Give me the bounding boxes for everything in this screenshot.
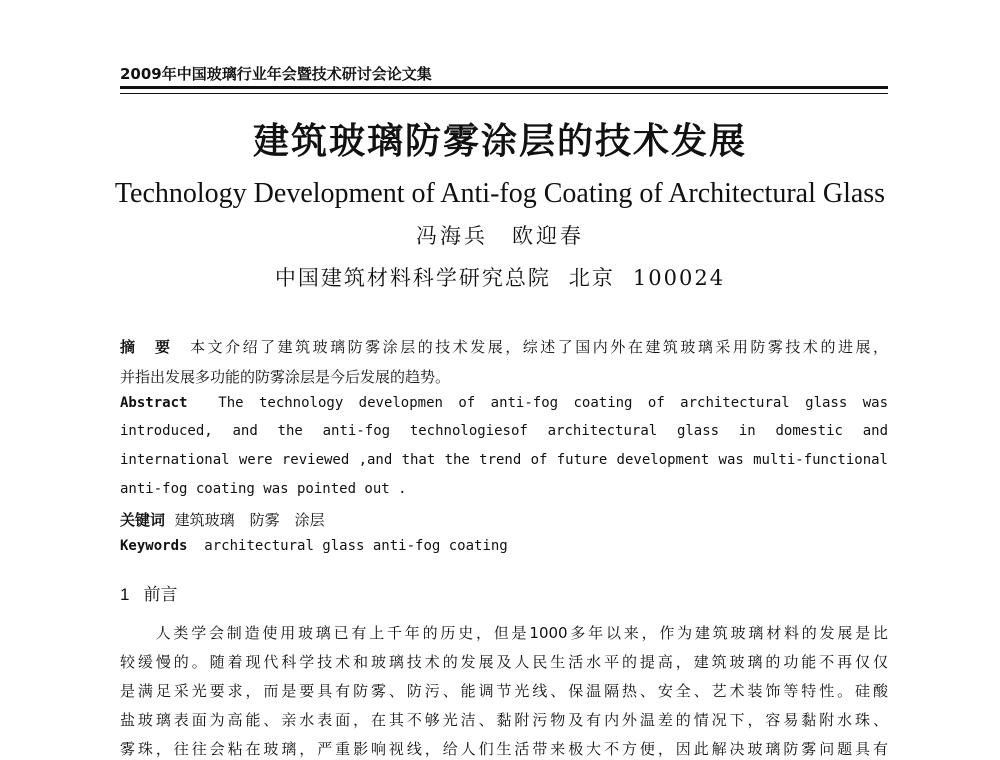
abstract-en-line — [120, 395, 888, 411]
affiliation — [0, 262, 1000, 292]
body-line: 是满足采光要求，而是要具有防雾、防污、能调节光线、保温隔热、安全、艺术装饰等特性。硅酸 — [120, 682, 888, 700]
keywords-cn-line — [120, 509, 325, 530]
body-line: 人类学会制造使用玻璃已有上千年的历史，但是1000多年以来，作为建筑玻璃材料的发展是比 — [120, 624, 888, 642]
section-title: 前言 — [143, 585, 178, 605]
abstract-cn-line: 并指出发展多功能的防雾涂层是今后发展的趋势。 — [120, 368, 451, 386]
abstract-en-line: anti-fog coating was pointed out . — [120, 481, 407, 497]
affiliation-org: 中国建筑材料科学研究总院 — [274, 266, 551, 290]
abstract-cn-line — [120, 336, 888, 357]
running-head: 2009年中国玻璃行业年会暨技术研讨会论文集 — [120, 65, 432, 83]
abstract-en-line: international were reviewed ,and that the trend of future development was multi-functional — [120, 452, 888, 468]
keywords-cn-label: 关键词 — [120, 511, 166, 529]
body-line: 较缓慢的。随着现代科学技术和玻璃技术的发展及人民生活水平的提高，建筑玻璃的功能不再仅仅 — [120, 653, 888, 671]
paper-title-cn: 建筑玻璃防雾涂层的技术发展 — [252, 121, 747, 162]
keywords-en-label: Keywords — [120, 538, 188, 554]
header-rule-thin — [120, 93, 888, 94]
keywords-en-items: architectural glass anti-fog coating — [204, 538, 508, 554]
abstract-en-line: introduced, and the anti-fog technologiesof architectural glass in domestic and — [120, 423, 888, 439]
abstract-cn-label: 摘 要 — [120, 338, 173, 356]
header-rule-thick — [120, 86, 888, 89]
paper-title-en: Technology Development of Anti-fog Coating of Architectural Glass — [114, 178, 886, 209]
affiliation-postcode: 100024 — [632, 266, 726, 290]
body-line: 雾珠，往往会粘在玻璃，严重影响视线，给人们生活带来极大不方便，因此解决玻璃防雾问题具有 — [120, 740, 888, 758]
keywords-en-line — [120, 538, 508, 554]
abstract-en-label: Abstract — [120, 395, 188, 411]
section-number: 1 — [120, 585, 130, 604]
section-heading — [120, 580, 177, 605]
keywords-cn-items: 建筑玻璃 防雾 涂层 — [174, 511, 325, 529]
body-line: 盐玻璃表面为高能、亲水表面，在其不够光洁、黏附污物及有内外温差的情况下，容易黏附水珠、 — [120, 711, 888, 729]
authors: 冯海兵 欧迎春 — [416, 224, 584, 248]
affiliation-city: 北京 — [568, 266, 615, 290]
abstract-cn-text: 本文介绍了建筑玻璃防雾涂层的技术发展，综述了国内外在建筑玻璃采用防雾技术的进展， — [190, 338, 888, 356]
abstract-en-text: The technology developmen of anti-fog coating of architectural glass was — [218, 395, 888, 411]
